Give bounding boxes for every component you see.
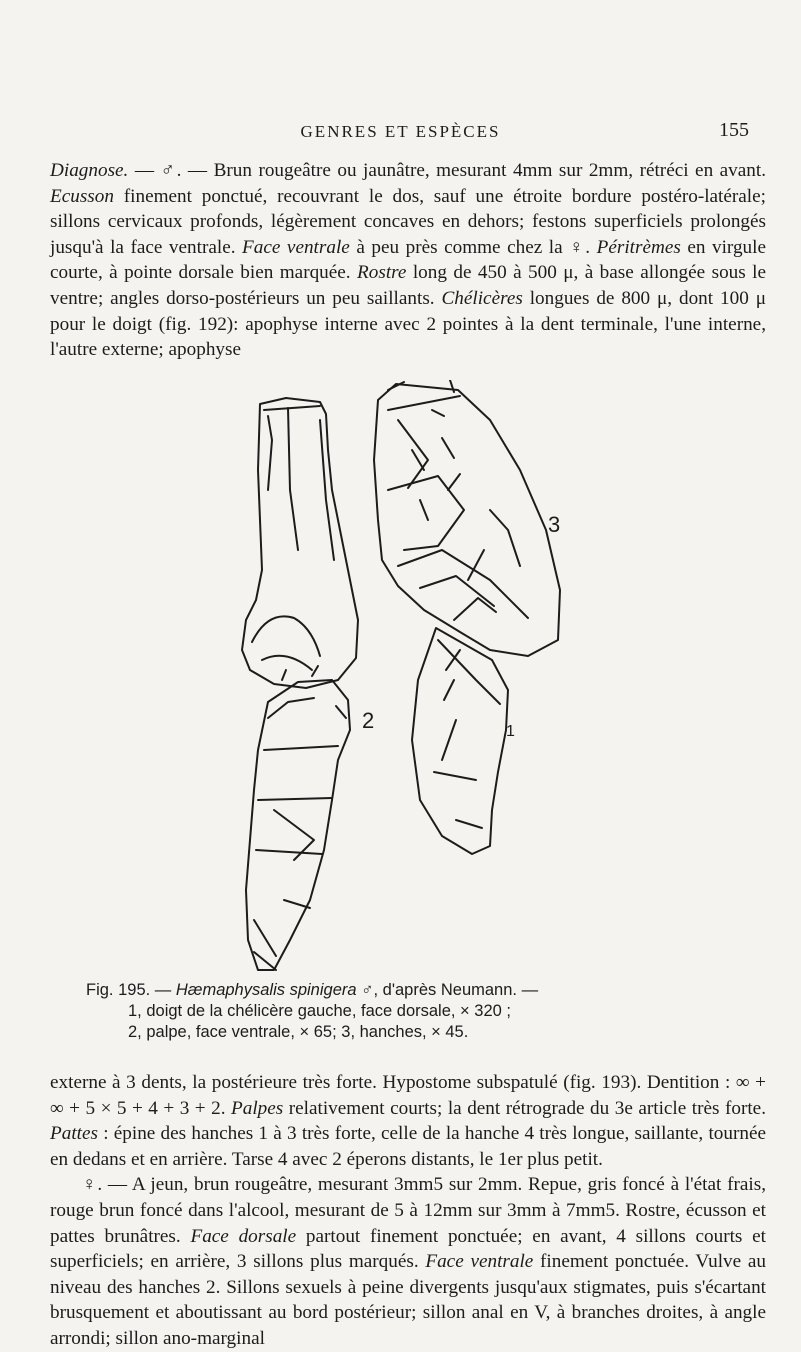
caption-line-2: 1, doigt de la chélicère gauche, face dorsale, × 320 ; [128,1002,511,1020]
diagnose-heading: Diagnose. [50,160,129,181]
palp-drawing [246,666,350,970]
figure-caption [86,980,726,1043]
coxae-lower-drawing [412,628,508,854]
male-description-end: externe à 3 dents, la postérieure très forte. Hypostome subspatulé (fig. 193). Dentition : ∞ + ∞ + 5 × 5 + 4 + 3 + 2. Palpes relativement courts; la dent rétrograde du 3e article très forte. Pattes : épine des hanches 1 à 3 très forte, celle de la hanche 4 très longue, saillante, tournée en dedans et en arrière. Tarse 4 avec 2 éperons distants, le 1er plus petit. [50,1072,766,1170]
female-description: ♀. — A jeun, brun rougeâtre, mesurant 3mm5 sur 2mm. Repue, gris foncé à l'état frais, rouge brun foncé dans l'alcool, mesurant de 5 à 12mm sur 3mm à 7mm5. Rostre, écusson et pattes brunâtres. Face dorsale partout finement ponctuée; en avant, 4 sillons courts et superficiels; en arrière, 3 sillons plus marqués. Face ventrale finement ponctuée. Vulve au niveau des hanches 2. Sillons sexuels à peine divergents jusqu'aux stigmates, puis s'écartant brusquement et aboutissant au bord postérieur; sillon anal en V, à branches droites, à angle arrondi; sillon ano-marginal [50,1174,766,1349]
figure-label-3: 3 [548,512,561,537]
description-continued [50,1070,766,1352]
caption-line-1: Fig. 195. — Hæmaphysalis spinigera ♂, d'après Neumann. — [86,981,539,999]
figure-195 [228,380,728,980]
caption-line-3: 2, palpe, face ventrale, × 65; 3, hanches, × 45. [128,1023,469,1041]
page-number: 155 [719,119,749,141]
page-header [0,119,801,146]
diagnosis-paragraph [50,158,766,363]
anatomical-drawing [228,380,728,980]
running-head: GENRES ET ESPÈCES [300,122,501,141]
figure-label-1: 1 [506,723,515,740]
chelicera-digit-drawing [242,398,358,688]
figure-label-2: 2 [362,708,375,733]
diagnosis-text: Diagnose. — ♂. — Brun rougeâtre ou jaunâtre, mesurant 4mm sur 2mm, rétréci en avant. Ecusson finement ponctué, recouvrant le dos, sauf une étroite bordure postéro-latérale; sillons cervicaux profonds, légèrement concaves en dehors; festons superficiels prolongés jusqu'à la face ventrale. Face ventrale à peu près comme chez la ♀. Péritrèmes en virgule courte, à pointe dorsale bien marquée. Rostre long de 450 à 500 μ, à base allongée sous le ventre; angles dorso-postérieurs un peu saillants. Chélicères longues de 800 μ, dont 100 μ pour le doigt (fig. 192): apophyse interne avec 2 pointes à la dent terminale, l'une interne, l'autre externe; apophyse [50,160,766,361]
coxae-drawing [374,380,560,656]
species-name: Hæmaphysalis spinigera [175,981,357,999]
